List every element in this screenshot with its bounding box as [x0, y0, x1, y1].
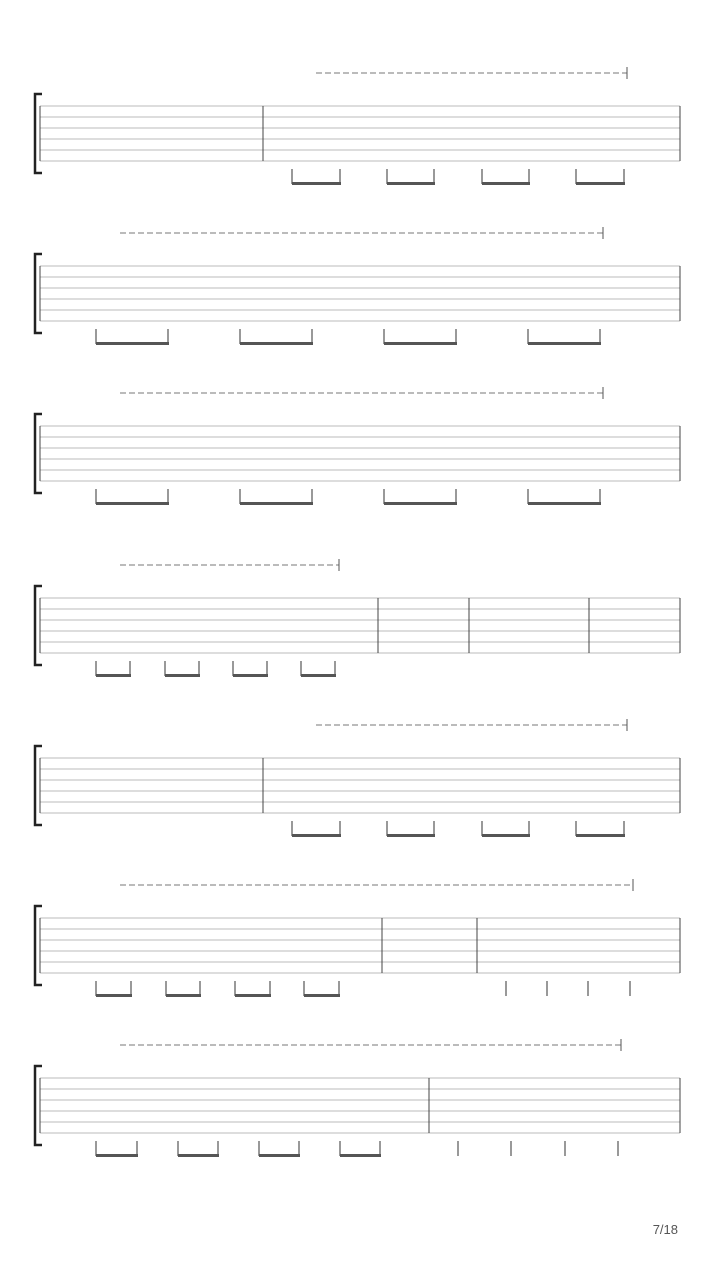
note-beam: [528, 502, 601, 505]
note-beam: [384, 342, 457, 345]
note-beam: [96, 674, 131, 677]
note-beam: [301, 674, 336, 677]
note-beam: [340, 1154, 381, 1157]
note-beam: [233, 674, 268, 677]
note-beam: [178, 1154, 219, 1157]
note-beam: [292, 834, 341, 837]
note-beam: [304, 994, 340, 997]
note-beam: [240, 502, 313, 505]
note-beam: [96, 994, 132, 997]
note-beam: [165, 674, 200, 677]
note-beam: [576, 182, 625, 185]
note-beam: [482, 834, 530, 837]
note-beam: [387, 834, 435, 837]
note-beam: [235, 994, 271, 997]
note-beam: [292, 182, 341, 185]
page-number: 7/18: [652, 1222, 678, 1237]
note-beam: [96, 502, 169, 505]
note-beam: [259, 1154, 300, 1157]
note-beam: [387, 182, 435, 185]
note-beam: [384, 502, 457, 505]
note-beam: [96, 1154, 138, 1157]
note-beam: [528, 342, 601, 345]
note-beam: [240, 342, 313, 345]
note-beam: [166, 994, 201, 997]
note-beam: [576, 834, 625, 837]
note-beam: [96, 342, 169, 345]
note-beam: [482, 182, 530, 185]
